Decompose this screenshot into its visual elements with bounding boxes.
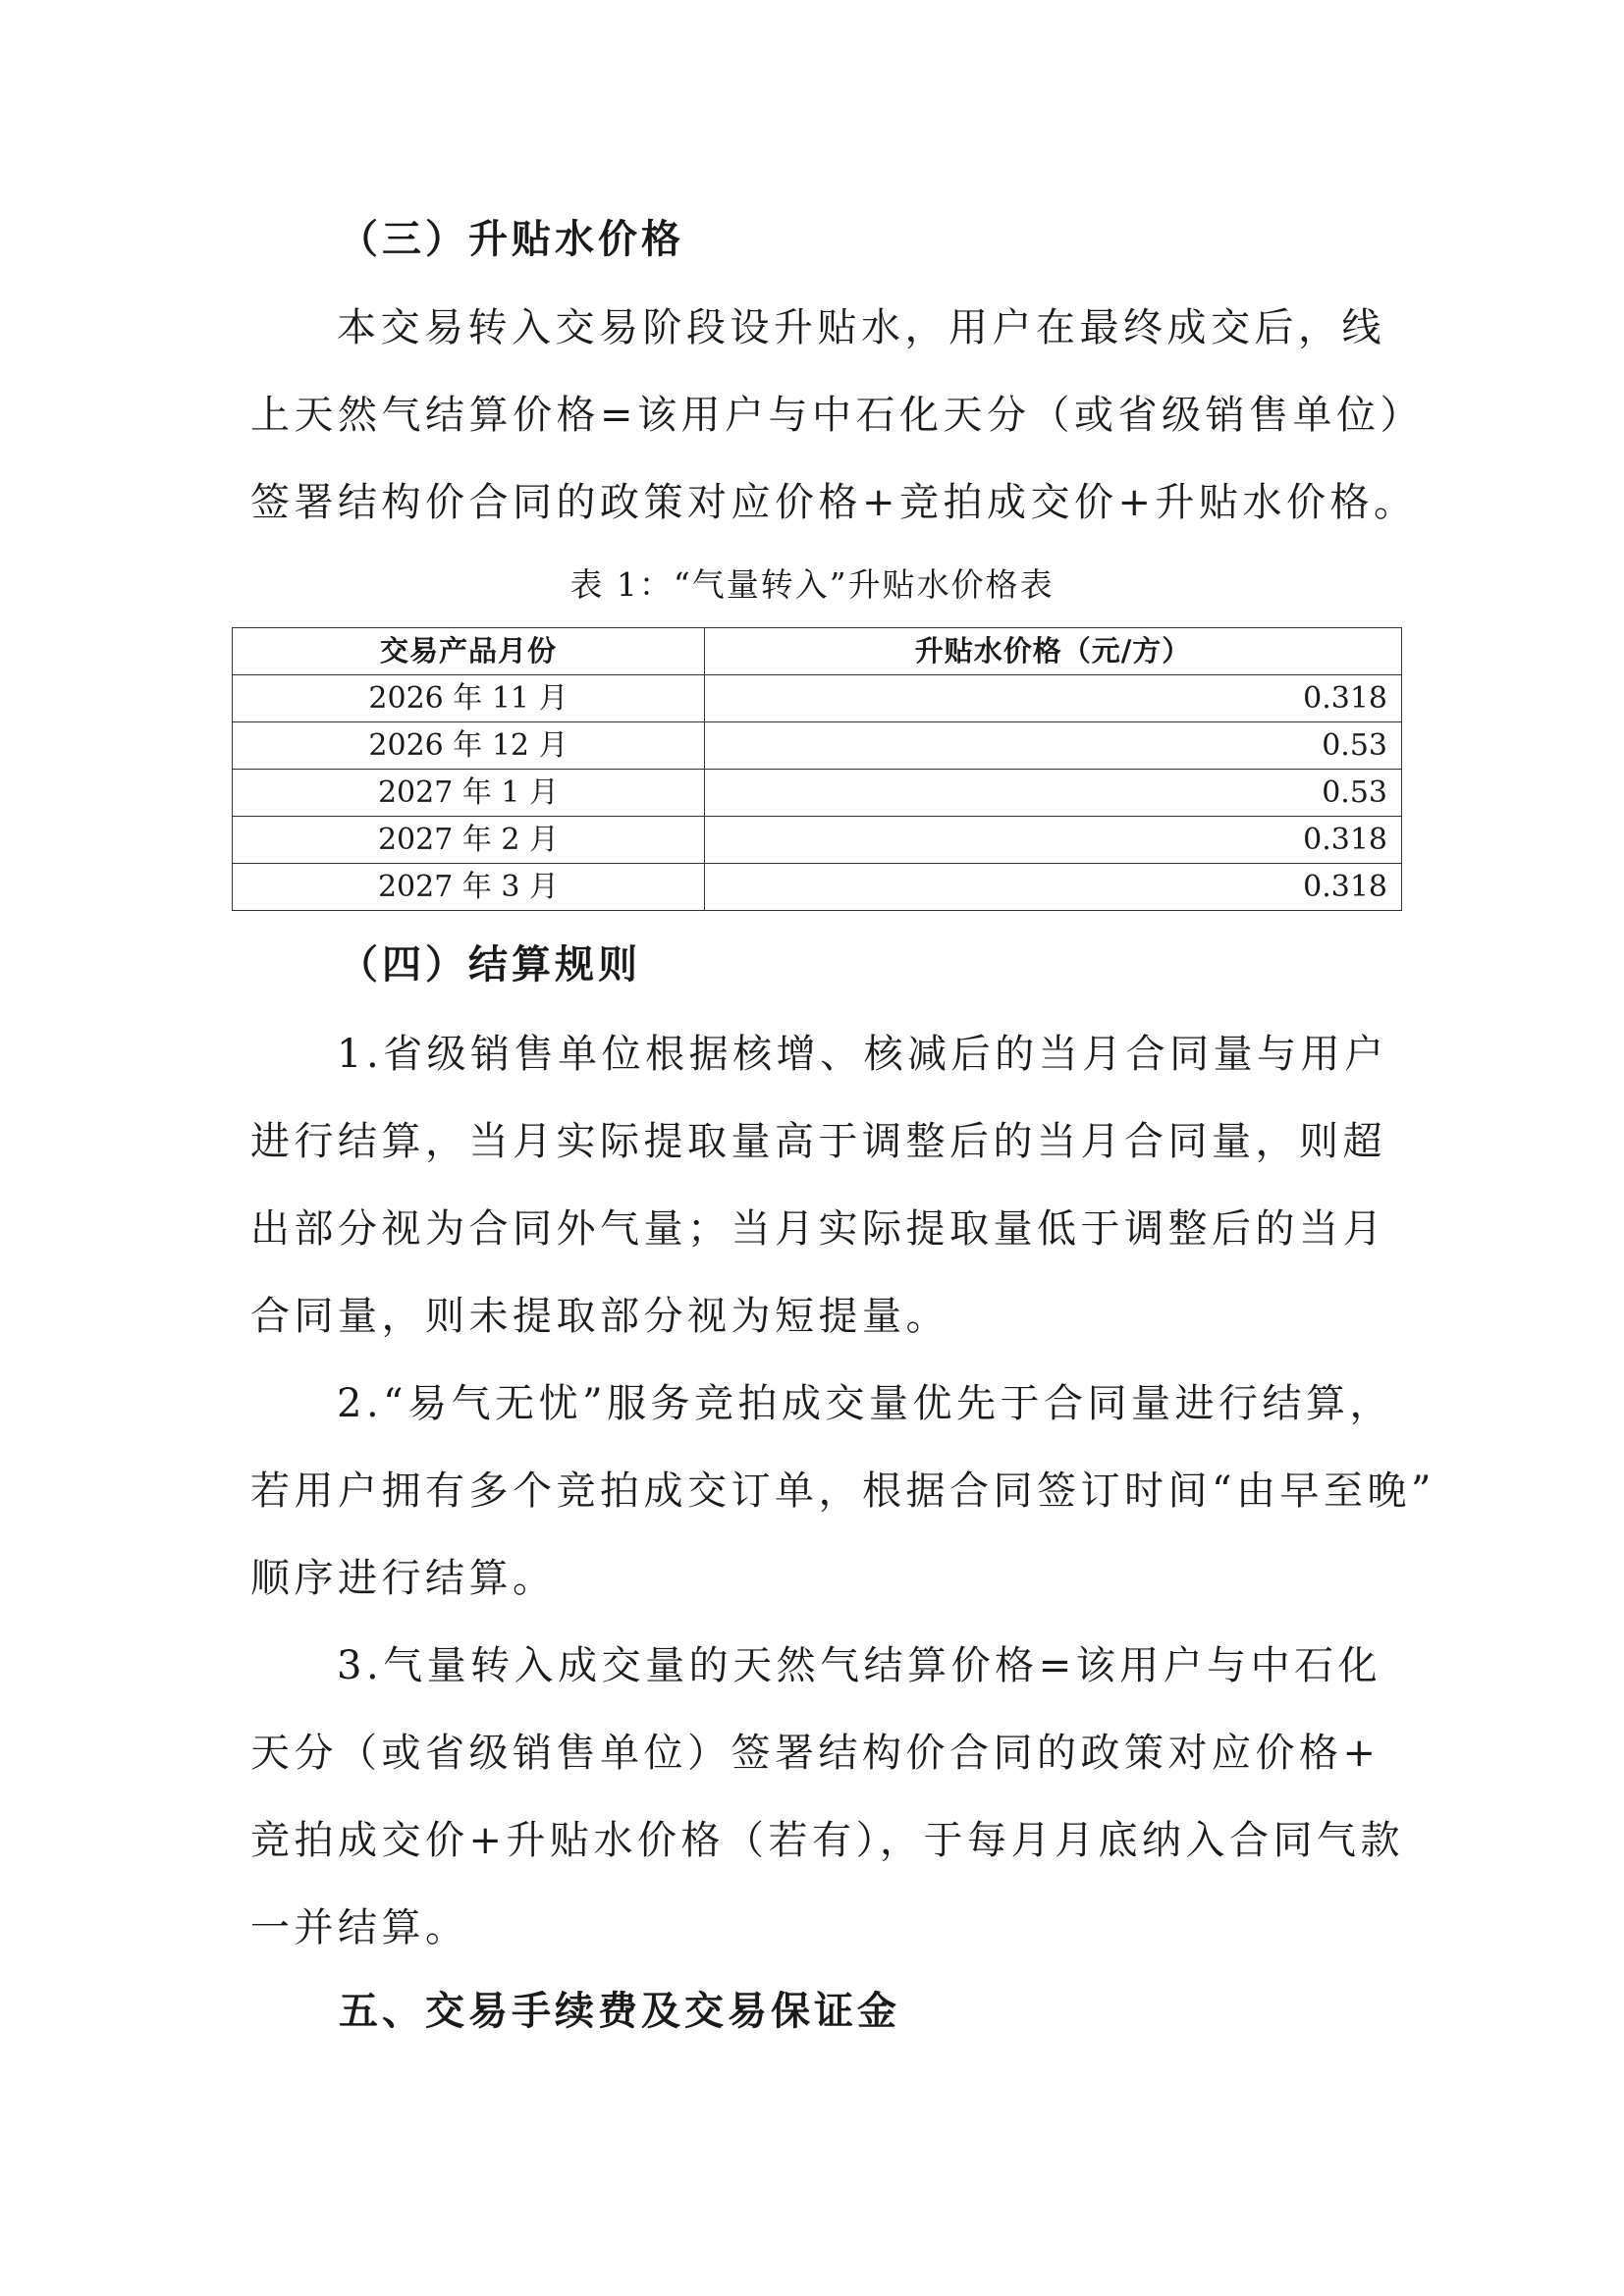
price-cell: 0.53 — [705, 770, 1402, 817]
column-header-month: 交易产品月份 — [233, 628, 705, 675]
settlement-rule-1 — [250, 1011, 1388, 1361]
paragraph-line: 天分（或省级销售单位）签署结构价合同的政策对应价格+ — [250, 1731, 1380, 1776]
paragraph-line: 1.省级销售单位根据核增、核减后的当月合同量与用户 — [337, 1032, 1388, 1077]
paragraph-line: 出部分视为合同外气量；当月实际提取量低于调整后的当月 — [250, 1206, 1386, 1252]
settlement-rule-3 — [250, 1623, 1405, 1972]
section-5-heading: 五、交易手续费及交易保证金 — [339, 1989, 900, 2034]
table-row — [233, 722, 1402, 770]
paragraph-line: 3.气量转入成交量的天然气结算价格=该用户与中石化 — [337, 1643, 1382, 1688]
price-cell: 0.318 — [705, 817, 1402, 864]
paragraph-line: 2.“易气无忧”服务竞拍成交量优先于合同量进行结算， — [337, 1381, 1394, 1426]
paragraph-line: 签署结构价合同的政策对应价格+竞拍成交价+升贴水价格。 — [250, 480, 1418, 525]
paragraph-line: 合同量，则未提取部分视为短提量。 — [250, 1294, 949, 1339]
month-cell: 2027 年 3 月 — [233, 864, 705, 911]
column-header-price: 升贴水价格（元/方） — [705, 628, 1402, 675]
settlement-rule-2 — [250, 1361, 1435, 1623]
table-caption: 表 1：“气量转入”升贴水价格表 — [569, 565, 1055, 604]
paragraph-line: 进行结算，当月实际提取量高于调整后的当月合同量，则超 — [250, 1119, 1386, 1164]
paragraph-line: 上天然气结算价格=该用户与中石化天分（或省级销售单位） — [250, 393, 1425, 438]
premium-price-table — [232, 627, 1402, 911]
price-cell: 0.318 — [705, 864, 1402, 911]
price-cell: 0.318 — [705, 675, 1402, 722]
table-row — [233, 675, 1402, 722]
paragraph-line: 若用户拥有多个竞拍成交订单，根据合同签订时间“由早至晚” — [250, 1468, 1435, 1514]
paragraph-line: 竞拍成交价+升贴水价格（若有），于每月月底纳入合同气款 — [250, 1818, 1405, 1863]
section-4-heading: （四）结算规则 — [339, 942, 641, 988]
paragraph-line: 一并结算。 — [250, 1905, 469, 1950]
table-row — [233, 817, 1402, 864]
month-cell: 2027 年 1 月 — [233, 770, 705, 817]
paragraph-line: 本交易转入交易阶段设升贴水，用户在最终成交后，线 — [337, 305, 1385, 350]
month-cell: 2026 年 11 月 — [233, 675, 705, 722]
section-3-heading: （三）升贴水价格 — [339, 217, 684, 262]
section-3-paragraph — [250, 285, 1425, 547]
table-row — [233, 770, 1402, 817]
paragraph-line: 顺序进行结算。 — [250, 1556, 557, 1601]
table-header-row — [233, 628, 1402, 675]
table-row — [233, 864, 1402, 911]
price-cell: 0.53 — [705, 722, 1402, 770]
month-cell: 2026 年 12 月 — [233, 722, 705, 770]
month-cell: 2027 年 2 月 — [233, 817, 705, 864]
